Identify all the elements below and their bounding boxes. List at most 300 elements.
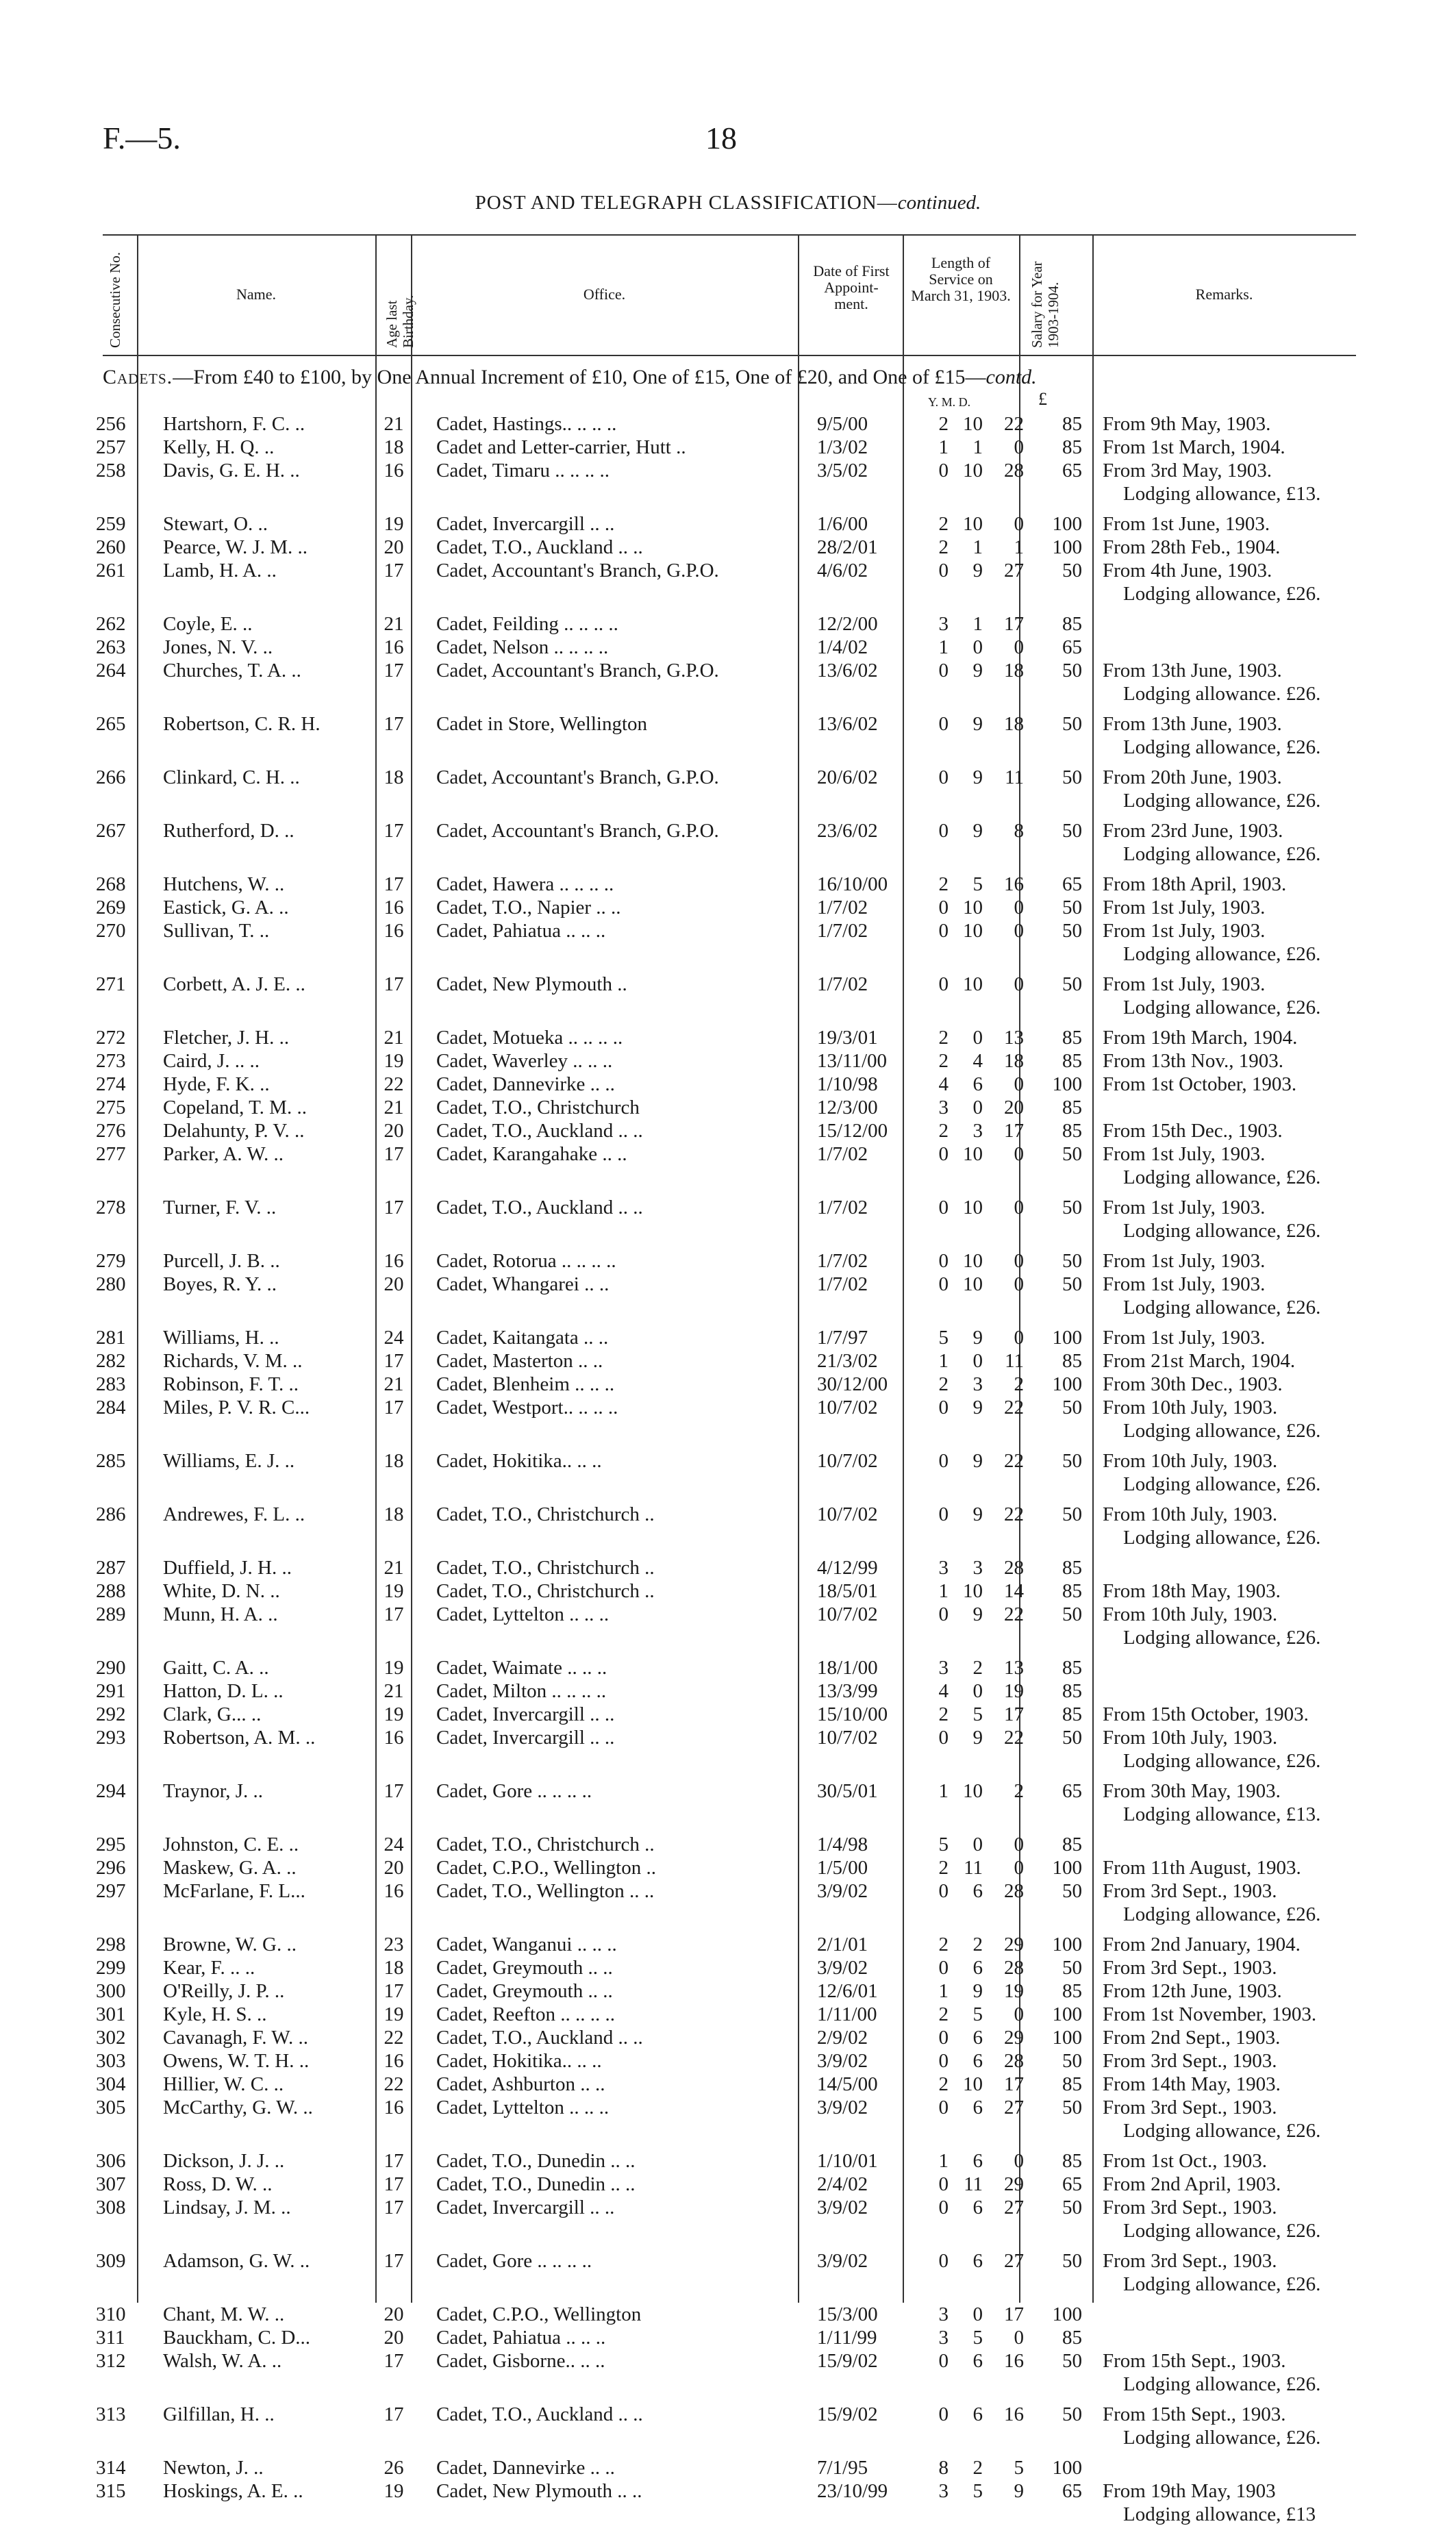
row-appointment-date: 13/3/99 [817,1680,878,1702]
row-office: Cadet, Timaru .. .. .. .. [436,460,610,482]
row-service-days: 20 [1004,1097,1024,1118]
row-appointment-date: 19/3/01 [817,1027,878,1049]
table-row [0,412,1456,436]
row-remarks: From 13th June, 1903. [1103,713,1282,735]
row-service-months: 10 [963,973,983,995]
row-service-days: 29 [1004,2173,1024,2195]
title-text: POST AND TELEGRAPH CLASSIFICATION— [475,192,898,214]
row-office: Cadet, Nelson .. .. .. .. [436,636,609,658]
row-salary: 50 [1062,1957,1082,1979]
row-service-days: 17 [1004,2303,1024,2325]
row-appointment-date: 2/1/01 [817,1934,868,1955]
row-appointment-date: 15/10/00 [817,1703,888,1725]
row-age: 16 [384,2097,404,2118]
table-row [0,1726,1456,1749]
row-remarks-continued: Lodging allowance, £13. [1123,1803,1321,1825]
row-age: 16 [384,920,404,942]
row-salary: 65 [1062,636,1082,658]
row-salary: 100 [1052,1327,1082,1349]
table-row [0,1556,1456,1579]
row-salary: 100 [1052,1373,1082,1395]
row-remarks: From 9th May, 1903. [1103,413,1271,435]
page-id: F.—5. [103,121,181,155]
row-salary: 50 [1062,2350,1082,2372]
table-row [0,1603,1456,1626]
row-office: Cadet, T.O., Wellington .. .. [436,1880,655,1902]
row-service-months: 2 [972,2457,983,2479]
row-salary: 85 [1062,436,1082,458]
table-row [0,1879,1456,1903]
row-salary: 50 [1062,2097,1082,2118]
row-remarks: From 18th April, 1903. [1103,873,1287,895]
row-name: Andrewes, F. L. .. [163,1503,305,1525]
row-name: Dickson, J. J. .. [163,2150,285,2172]
row-name: Hutchens, W. .. [163,873,285,895]
row-remarks: From 1st July, 1903. [1103,1143,1266,1165]
row-service-days: 0 [1014,1327,1024,1349]
row-remarks: From 2nd April, 1903. [1103,2173,1281,2195]
row-service-months: 11 [964,2173,983,2195]
row-remarks: From 1st Oct., 1903. [1103,2150,1268,2172]
row-service-days: 0 [1014,636,1024,658]
length-units: Y. M. D. [928,395,971,409]
row-age: 19 [384,2003,404,2025]
col-office-header: Office. [583,286,626,303]
row-office: Cadet, Westport.. .. .. .. [436,1397,618,1418]
table-row [0,1273,1456,1296]
row-number: 260 [96,536,126,558]
row-number: 282 [96,1350,126,1372]
row-appointment-date: 1/5/00 [817,1857,868,1879]
row-number: 296 [96,1857,126,1879]
row-office: Cadet, Feilding .. .. .. .. [436,613,618,635]
row-number: 262 [96,613,126,635]
row-office: Cadet, Invercargill .. .. [436,1703,615,1725]
row-service-days: 16 [1004,2350,1024,2372]
row-salary: 50 [1062,2197,1082,2218]
row-appointment-date: 21/3/02 [817,1350,878,1372]
row-salary: 85 [1062,1350,1082,1372]
row-age: 17 [384,1350,404,1372]
row-age: 21 [384,413,404,435]
row-name: O'Reilly, J. P. .. [163,1980,285,2002]
table-row [0,2456,1456,2479]
row-service-years: 0 [938,1957,949,1979]
row-remarks: From 23rd June, 1903. [1103,820,1283,842]
row-age: 16 [384,2050,404,2072]
row-name: Robertson, C. R. H. [163,713,321,735]
row-name: Parker, A. W. .. [163,1143,284,1165]
header-bottom-rule [103,355,1356,356]
row-service-months: 10 [963,460,983,482]
row-salary: 85 [1062,613,1082,635]
row-remarks: From 12th June, 1903. [1103,1980,1282,2002]
row-age: 17 [384,2403,404,2425]
row-name: Walsh, W. A. .. [163,2350,282,2372]
row-service-years: 3 [938,2480,949,2502]
row-salary: 85 [1062,1557,1082,1579]
row-salary: 50 [1062,1397,1082,1418]
row-appointment-date: 15/9/02 [817,2403,878,2425]
row-age: 17 [384,660,404,681]
row-office: Cadet, Invercargill .. .. [436,2197,615,2218]
row-service-months: 6 [972,2403,983,2425]
row-remarks-continued: Lodging allowance, £26. [1123,943,1321,965]
row-appointment-date: 15/9/02 [817,2350,878,2372]
row-age: 17 [384,820,404,842]
row-number: 284 [96,1397,126,1418]
row-service-days: 18 [1004,1050,1024,1072]
row-appointment-date: 12/2/00 [817,613,878,635]
row-number: 311 [96,2327,125,2349]
table-row [0,973,1456,996]
row-service-months: 6 [972,2197,983,2218]
row-remarks: From 3rd Sept., 1903. [1103,2050,1277,2072]
row-service-months: 11 [964,1857,983,1879]
row-appointment-date: 4/12/99 [817,1557,878,1579]
row-name: Cavanagh, F. W. .. [163,2027,308,2049]
row-office: Cadet, Ashburton .. .. [436,2073,605,2095]
row-appointment-date: 1/7/02 [817,897,868,918]
row-remarks: From 19th May, 1903 [1103,2480,1276,2502]
row-name: Owens, W. T. H. .. [163,2050,310,2072]
row-name: Williams, H. .. [163,1327,279,1349]
row-service-months: 9 [972,1980,983,2002]
col-remarks-header: Remarks. [1195,286,1253,303]
row-salary: 50 [1062,920,1082,942]
row-appointment-date: 23/10/99 [817,2480,888,2502]
row-service-months: 6 [972,2097,983,2118]
table-row [0,2096,1456,2119]
row-name: Eastick, G. A. .. [163,897,289,918]
row-service-days: 13 [1004,1657,1024,1679]
row-age: 18 [384,1450,404,1472]
row-office: Cadet, Karangahake .. .. [436,1143,627,1165]
row-remarks-continued: Lodging allowance, £26. [1123,2427,1321,2449]
table-row [0,873,1456,896]
row-remarks-continued: Lodging allowance, £26. [1123,2373,1321,2395]
row-remarks: From 15th Dec., 1903. [1103,1120,1283,1142]
row-number: 298 [96,1934,126,1955]
row-appointment-date: 3/9/02 [817,2097,868,2118]
row-remarks-continued: Lodging allowance, £26. [1123,1420,1321,1442]
row-salary: 50 [1062,897,1082,918]
row-service-months: 2 [972,1657,983,1679]
row-service-months: 5 [972,873,983,895]
row-remarks-continued: Lodging allowance, £26. [1123,1473,1321,1495]
row-appointment-date: 3/9/02 [817,2250,868,2272]
row-service-months: 10 [963,2073,983,2095]
row-remarks-continued: Lodging allowance, £26. [1123,1166,1321,1188]
row-office: Cadet, New Plymouth .. .. [436,2480,642,2502]
row-remarks: From 1st July, 1903. [1103,897,1266,918]
row-salary: 100 [1052,1857,1082,1879]
row-service-years: 0 [938,1450,949,1472]
col-salary-header: Salary for Year 1903-1904. [1029,261,1062,348]
row-number: 292 [96,1703,126,1725]
row-age: 17 [384,1143,404,1165]
row-salary: 85 [1062,1834,1082,1855]
table-row [0,1249,1456,1273]
row-service-months: 0 [972,1680,983,1702]
row-service-days: 0 [1014,920,1024,942]
row-service-days: 8 [1014,820,1024,842]
row-age: 23 [384,1934,404,1955]
row-service-months: 9 [972,766,983,788]
row-remarks-continued: Lodging allowance, £26. [1123,1297,1321,1318]
row-age: 17 [384,873,404,895]
row-age: 19 [384,1580,404,1602]
row-service-months: 6 [972,2250,983,2272]
table-row [0,1956,1456,1979]
row-service-days: 27 [1004,560,1024,582]
table-row [0,1196,1456,1219]
row-appointment-date: 12/3/00 [817,1097,878,1118]
col-name-header: Name. [236,286,277,303]
row-service-days: 19 [1004,1980,1024,2002]
row-remarks: From 3rd Sept., 1903. [1103,2097,1277,2118]
row-service-months: 10 [963,413,983,435]
row-remarks-continued: Lodging allowance, £13. [1123,483,1321,505]
row-service-days: 22 [1004,1727,1024,1749]
row-salary: 50 [1062,1880,1082,1902]
table-row [0,1373,1456,1396]
row-number: 306 [96,2150,126,2172]
row-number: 301 [96,2003,126,2025]
row-salary: 85 [1062,1050,1082,1072]
row-office: Cadet, Hokitika.. .. .. [436,2050,602,2072]
table-row [0,766,1456,789]
row-number: 277 [96,1143,126,1165]
row-remarks: From 1st July, 1903. [1103,973,1266,995]
row-appointment-date: 9/5/00 [817,413,868,435]
row-remarks-continued: Lodging allowance, £26. [1123,997,1321,1018]
row-number: 313 [96,2403,126,2425]
row-office: Cadet, T.O., Dunedin .. .. [436,2173,636,2195]
row-name: Hyde, F. K. .. [163,1073,270,1095]
document-title [0,192,1456,214]
row-salary: 50 [1062,1250,1082,1272]
row-age: 18 [384,766,404,788]
row-service-months: 0 [972,2303,983,2325]
row-age: 20 [384,2327,404,2349]
table-row [0,2403,1456,2426]
row-office: Cadet, T.O., Christchurch .. [436,1557,655,1579]
table-row [0,1326,1456,1349]
row-service-years: 8 [938,2457,949,2479]
row-service-days: 0 [1014,973,1024,995]
row-salary: 85 [1062,1657,1082,1679]
row-service-days: 17 [1004,1120,1024,1142]
row-number: 315 [96,2480,126,2502]
row-number: 263 [96,636,126,658]
row-appointment-date: 1/10/01 [817,2150,878,2172]
row-age: 17 [384,2250,404,2272]
row-office: Cadet, Accountant's Branch, G.P.O. [436,820,719,842]
row-age: 22 [384,2027,404,2049]
row-salary: 100 [1052,2303,1082,2325]
row-service-days: 29 [1004,2027,1024,2049]
row-service-years: 0 [938,920,949,942]
row-appointment-date: 1/6/00 [817,513,868,535]
row-remarks: From 10th July, 1903. [1103,1727,1278,1749]
row-age: 16 [384,460,404,482]
row-name: Robertson, A. M. .. [163,1727,316,1749]
row-service-days: 14 [1004,1580,1024,1602]
row-salary: 100 [1052,2027,1082,2049]
table-row [0,1449,1456,1473]
row-number: 303 [96,2050,126,2072]
row-service-months: 5 [972,1703,983,1725]
row-office: Cadet, Milton .. .. .. .. [436,1680,607,1702]
table-row [0,1579,1456,1603]
row-service-years: 2 [938,513,949,535]
row-service-years: 2 [938,1857,949,1879]
table-row [0,559,1456,582]
row-appointment-date: 10/7/02 [817,1450,878,1472]
row-office: Cadet, Dannevirke .. .. [436,1073,615,1095]
row-service-years: 0 [938,2027,949,2049]
table-row [0,1703,1456,1726]
row-service-days: 17 [1004,2073,1024,2095]
row-service-months: 3 [972,1120,983,1142]
row-service-years: 0 [938,1503,949,1525]
row-name: Clinkard, C. H. .. [163,766,300,788]
row-salary: 100 [1052,2457,1082,2479]
row-office: Cadet, T.O., Auckland .. .. [436,2027,643,2049]
row-office: Cadet, T.O., Christchurch .. [436,1834,655,1855]
row-service-days: 16 [1004,2403,1024,2425]
row-age: 17 [384,1780,404,1802]
row-office: Cadet, Greymouth .. .. [436,1980,613,2002]
row-office: Cadet, Gore .. .. .. .. [436,1780,592,1802]
row-age: 21 [384,613,404,635]
row-salary: 85 [1062,1027,1082,1049]
row-office: Cadet, New Plymouth .. [436,973,627,995]
row-appointment-date: 1/7/02 [817,1143,868,1165]
row-salary: 85 [1062,1097,1082,1118]
row-office: Cadet, Accountant's Branch, G.P.O. [436,660,719,681]
row-appointment-date: 28/2/01 [817,536,878,558]
row-service-months: 2 [972,1934,983,1955]
row-service-days: 29 [1004,1934,1024,1955]
row-service-years: 0 [938,560,949,582]
row-salary: 85 [1062,1703,1082,1725]
row-remarks-continued: Lodging allowance, £26. [1123,2120,1321,2142]
row-remarks-continued: Lodging allowance, £26. [1123,1627,1321,1649]
row-appointment-date: 13/6/02 [817,660,878,681]
row-service-years: 2 [938,2003,949,2025]
row-appointment-date: 1/7/02 [817,1273,868,1295]
row-office: Cadet, T.O., Christchurch [436,1097,640,1118]
row-service-days: 9 [1014,2480,1024,2502]
row-service-days: 0 [1014,513,1024,535]
table-row [0,919,1456,942]
row-service-years: 1 [938,2150,949,2172]
table-row [0,712,1456,736]
col-date-header: Date of First Appoint- ment. [813,262,890,312]
row-name: Davis, G. E. H. .. [163,460,300,482]
row-service-days: 0 [1014,897,1024,918]
row-service-months: 6 [972,2050,983,2072]
row-salary: 50 [1062,766,1082,788]
row-service-months: 9 [972,660,983,681]
row-remarks: From 21st March, 1904. [1103,1350,1296,1372]
row-remarks: From 30th May, 1903. [1103,1780,1281,1802]
row-service-months: 6 [972,2027,983,2049]
row-remarks-continued: Lodging allowance, £26. [1123,736,1321,758]
row-service-years: 4 [938,1680,949,1702]
row-service-days: 0 [1014,2150,1024,2172]
table-row [0,2073,1456,2096]
row-service-days: 11 [1005,766,1024,788]
row-appointment-date: 1/7/02 [817,1250,868,1272]
table-row [0,2173,1456,2196]
row-remarks: From 4th June, 1903. [1103,560,1272,582]
row-remarks: From 1st July, 1903. [1103,1327,1266,1349]
section-text: —From £40 to £100, by One Annual Increment of £10, One of £15, One of £20, and One of £15— [173,366,986,388]
row-service-months: 5 [972,2003,983,2025]
row-remarks: From 1st July, 1903. [1103,1273,1266,1295]
row-name: Jones, N. V. .. [163,636,273,658]
row-salary: 85 [1062,2150,1082,2172]
row-name: Rutherford, D. .. [163,820,294,842]
row-name: Pearce, W. J. M. .. [163,536,308,558]
row-service-months: 9 [972,1450,983,1472]
row-name: Browne, W. G. .. [163,1934,297,1955]
row-service-days: 2 [1014,1780,1024,1802]
row-age: 24 [384,1834,404,1855]
row-remarks: From 15th October, 1903. [1103,1703,1309,1725]
row-name: Coyle, E. .. [163,613,253,635]
table-row [0,2349,1456,2373]
row-name: Kyle, H. S. .. [163,2003,267,2025]
row-service-years: 0 [938,2403,949,2425]
row-salary: 50 [1062,1197,1082,1218]
row-salary: 85 [1062,1680,1082,1702]
row-name: Miles, P. V. R. C... [163,1397,310,1418]
row-service-months: 9 [972,820,983,842]
row-service-months: 6 [972,1880,983,1902]
row-service-months: 10 [963,1580,983,1602]
row-service-days: 18 [1004,660,1024,681]
row-office: Cadet, Lyttelton .. .. .. [436,1603,610,1625]
row-service-days: 0 [1014,1250,1024,1272]
row-age: 21 [384,1680,404,1702]
row-age: 18 [384,1503,404,1525]
row-age: 17 [384,1197,404,1218]
row-service-days: 0 [1014,2327,1024,2349]
row-service-years: 0 [938,1603,949,1625]
row-service-years: 0 [938,973,949,995]
row-name: Johnston, C. E. .. [163,1834,299,1855]
row-number: 281 [96,1327,126,1349]
row-age: 20 [384,1857,404,1879]
row-name: Gilfillan, H. .. [163,2403,275,2425]
row-name: Bauckham, C. D... [163,2327,311,2349]
row-office: Cadet, Hastings.. .. .. .. [436,413,617,435]
row-number: 280 [96,1273,126,1295]
row-remarks: From 2nd Sept., 1903. [1103,2027,1281,2049]
row-service-years: 0 [938,1727,949,1749]
row-number: 304 [96,2073,126,2095]
row-appointment-date: 23/6/02 [817,820,878,842]
row-remarks-continued: Lodging allowance, £26. [1123,2220,1321,2242]
table-row [0,2003,1456,2026]
row-name: Duffield, J. H. .. [163,1557,292,1579]
row-service-years: 4 [938,1073,949,1095]
row-age: 17 [384,2197,404,2218]
